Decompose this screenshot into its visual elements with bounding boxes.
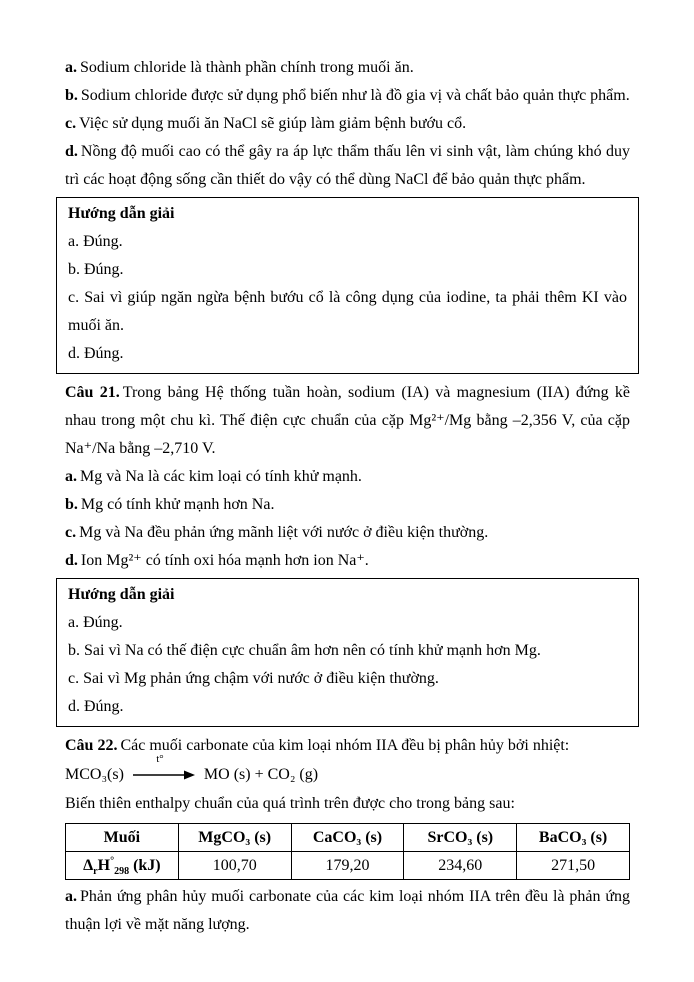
table-header-srco3: SrCO₃ (s) (404, 824, 517, 852)
table-header-caco3: CaCO₃ (s) (291, 824, 404, 852)
enthalpy-table-value-row (66, 852, 630, 880)
q20-statement-b-text: Sodium chloride được sử dụng phổ biến như là đồ gia vị và chất bảo quản thực phẩm. (80, 87, 630, 104)
table-row-label (66, 852, 179, 880)
q21-intro (65, 379, 630, 463)
q21-statement-b-label: b. (65, 496, 78, 513)
table-header-baco3: BaCO₃ (s) (517, 824, 630, 852)
reaction-arrow (133, 753, 195, 781)
q22-statement-a-label: a. (65, 888, 77, 905)
q20-statement-b (65, 82, 630, 110)
q21-solution-title: Hướng dẫn giải (68, 586, 175, 603)
q21-number-label: Câu 21. (65, 384, 120, 401)
table-value-srco3: 234,60 (404, 852, 517, 880)
q21-statement-a-label: a. (65, 468, 77, 485)
delta-symbol: Δ (83, 856, 94, 874)
q20-statement-c-text: Việc sử dụng muối ăn NaCl sẽ giúp làm giảm bệnh bướu cổ. (79, 115, 467, 132)
q21-solution-line-a: a. Đúng. (68, 614, 123, 631)
q20-statement-c-label: c. (65, 115, 77, 132)
table-value-baco3: 271,50 (517, 852, 630, 880)
q20-solution-line-b: b. Đúng. (68, 261, 124, 278)
q21-solution-line-b: b. Sai vì Na có thế điện cực chuẩn âm hơn nên có tính khử mạnh hơn Mg. (68, 642, 541, 659)
q21-statement-a-text: Mg và Na là các kim loại có tính khử mạnh. (80, 468, 362, 485)
q21-statement-b (65, 491, 630, 519)
q21-intro-text: Trong bảng Hệ thống tuần hoàn, sodium (IA) và magnesium (IIA) đứng kề nhau trong một chu kì. Thế điện cực chuẩn của cặp Mg²⁺/Mg bằng –2,356 V, của cặp Na⁺/Na bằng –2,710 V. (65, 384, 630, 457)
enthalpy-table-wrapper (65, 823, 630, 880)
right-arrow-icon (133, 769, 195, 781)
q20-statement-d (65, 138, 630, 194)
unit-label: (kJ) (133, 856, 161, 874)
table-header-mgco3: MgCO₃ (s) (178, 824, 291, 852)
table-value-caco3: 179,20 (291, 852, 404, 880)
q22-statement-a-text: Phản ứng phân hủy muối carbonate của các kim loại nhóm IIA trên đều là phản ứng thuận lợi về mặt năng lượng. (65, 888, 630, 933)
q21-statement-c-label: c. (65, 524, 77, 541)
q20-statement-d-text: Nồng độ muối cao có thể gây ra áp lực thẩm thấu lên vi sinh vật, làm chúng khó duy trì các hoạt động sống cần thiết do vậy có thể dùng NaCl để bảo quản thực phẩm. (65, 143, 630, 188)
q20-solution-line-c: c. Sai vì giúp ngăn ngừa bệnh bướu cổ là công dụng của iodine, ta phải thêm KI vào muối ăn. (68, 289, 627, 334)
q21-statement-d-text: Ion Mg²⁺ có tính oxi hóa mạnh hơn ion Na⁺. (80, 552, 369, 569)
q20-solution-title: Hướng dẫn giải (68, 205, 175, 222)
q22-number-label: Câu 22. (65, 737, 118, 754)
q21-statement-d-label: d. (65, 552, 78, 569)
standard-state-symbol: ° (110, 855, 115, 867)
table-header-muoi: Muối (66, 824, 179, 852)
reaction-rhs: MO (s) + CO₂ (g) (203, 766, 319, 783)
delta-sub-r: r (93, 865, 98, 877)
q20-statement-d-label: d. (65, 143, 78, 160)
q22-table-intro: Biến thiên enthalpy chuẩn của quá trình trên được cho trong bảng sau: (65, 795, 515, 812)
temperature-subscript: 298 (114, 865, 130, 877)
reaction-arrow-label: t° (156, 753, 164, 765)
q22-intro-text: Các muối carbonate của kim loại nhóm IIA đều bị phân hủy bởi nhiệt: (120, 737, 570, 754)
q21-statement-c-text: Mg và Na đều phản ứng mãnh liệt với nước ở điều kiện thường. (79, 524, 489, 541)
q20-solution-line-a: a. Đúng. (68, 233, 123, 250)
q21-statement-c (65, 519, 630, 547)
q20-statement-c (65, 110, 630, 138)
q22-statement-a (65, 883, 630, 939)
q20-solution-box (56, 197, 639, 374)
reaction-lhs: MCO₃(s) (65, 766, 124, 783)
enthalpy-table-header-row (66, 824, 630, 852)
enthalpy-table (65, 823, 630, 880)
q20-statement-b-label: b. (65, 87, 78, 104)
q21-solution-line-d: d. Đúng. (68, 698, 124, 715)
enthalpy-symbol: H (97, 856, 111, 874)
q21-solution-line-c: c. Sai vì Mg phản ứng chậm với nước ở điều kiện thường. (68, 670, 439, 687)
q21-statement-d (65, 547, 630, 575)
table-value-mgco3: 100,70 (178, 852, 291, 880)
q20-statement-a-text: Sodium chloride là thành phần chính trong muối ăn. (80, 59, 414, 76)
q21-solution-box (56, 578, 639, 727)
q20-statement-a-label: a. (65, 59, 77, 76)
q20-statement-a (65, 54, 630, 82)
q20-solution-line-d: d. Đúng. (68, 345, 124, 362)
reaction-equation (65, 753, 630, 789)
q21-statement-b-text: Mg có tính khử mạnh hơn Na. (80, 496, 275, 513)
q21-statement-a (65, 463, 630, 491)
